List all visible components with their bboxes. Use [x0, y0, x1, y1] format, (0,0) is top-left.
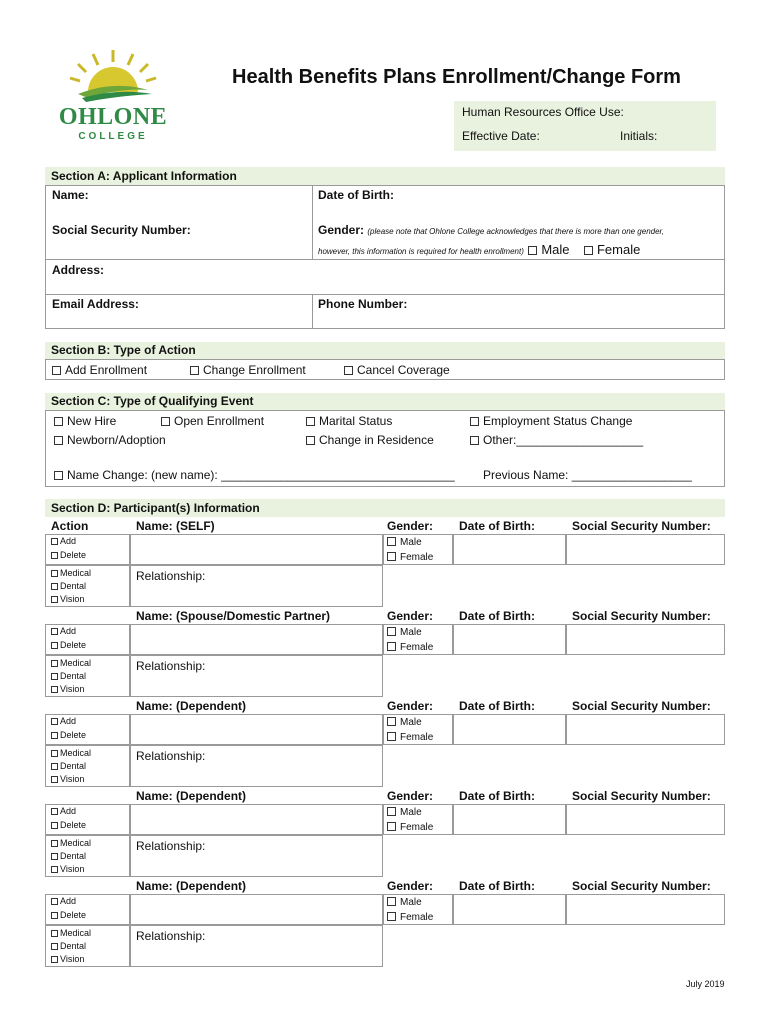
checkbox-icon[interactable]	[51, 763, 58, 770]
participant-gender-label: Gender:	[387, 519, 434, 533]
female-checkbox[interactable]: Female	[387, 641, 433, 654]
checkbox-icon[interactable]	[51, 776, 58, 783]
section-c-header: Section C: Type of Qualifying Event	[45, 393, 725, 410]
other-option[interactable]: Other:___________________	[470, 433, 643, 447]
checkbox-icon[interactable]	[51, 930, 58, 937]
participant-ssn-label: Social Security Number:	[572, 789, 711, 803]
add-checkbox[interactable]: Add	[51, 805, 76, 818]
checkbox-icon[interactable]	[54, 471, 63, 480]
checkbox-icon[interactable]	[52, 366, 61, 375]
participant-dob-label: Date of Birth:	[459, 699, 535, 713]
add-checkbox[interactable]: Add	[51, 895, 76, 908]
checkbox-icon[interactable]	[51, 596, 58, 603]
gender-label-text: Gender:	[318, 223, 365, 237]
checkbox-icon[interactable]	[387, 642, 396, 651]
sun-logo-icon	[48, 48, 178, 108]
vision-checkbox[interactable]: Vision	[51, 773, 84, 786]
cancel-coverage-option[interactable]: Cancel Coverage	[344, 363, 450, 377]
checkbox-icon[interactable]	[584, 246, 593, 255]
add-enrollment-option[interactable]: Add Enrollment	[52, 363, 147, 377]
participant-name-label: Name: (Spouse/Domestic Partner)	[136, 609, 331, 623]
participant-dob-label: Date of Birth:	[459, 789, 535, 803]
new-hire-option[interactable]: New Hire	[54, 414, 116, 428]
participant-ssn-label: Social Security Number:	[572, 879, 711, 893]
vision-checkbox[interactable]: Vision	[51, 593, 84, 606]
participant-gender-label: Gender:	[387, 879, 434, 893]
checkbox-icon[interactable]	[387, 537, 396, 546]
checkbox-icon[interactable]	[470, 436, 479, 445]
female-checkbox[interactable]: Female	[387, 911, 433, 924]
participant-dob-label: Date of Birth:	[459, 519, 535, 533]
name-change-option[interactable]: Name Change: (new name): ___________________________________	[54, 468, 455, 482]
change-enrollment-option[interactable]: Change Enrollment	[190, 363, 306, 377]
email-field[interactable]: Email Address:	[52, 297, 139, 311]
checkbox-icon[interactable]	[387, 822, 396, 831]
relationship-field[interactable]: Relationship:	[136, 659, 206, 673]
checkbox-icon[interactable]	[51, 660, 58, 667]
checkbox-icon[interactable]	[51, 570, 58, 577]
gender-note-2: however, this information is required for health enrollment)	[318, 247, 524, 256]
logo-subtitle: COLLEGE	[78, 131, 148, 142]
delete-checkbox[interactable]: Delete	[51, 729, 86, 742]
male-option: Male	[541, 242, 570, 257]
checkbox-icon[interactable]	[306, 436, 315, 445]
ssn-field[interactable]: Social Security Number:	[52, 223, 191, 237]
checkbox-icon[interactable]	[51, 732, 58, 739]
participant-block	[45, 607, 725, 697]
checkbox-icon[interactable]	[387, 732, 396, 741]
section-b-box	[45, 359, 725, 380]
checkbox-icon[interactable]	[51, 912, 58, 919]
delete-checkbox[interactable]: Delete	[51, 549, 86, 562]
dental-checkbox[interactable]: Dental	[51, 670, 86, 683]
participant-name-label: Name: (Dependent)	[136, 879, 247, 893]
delete-checkbox[interactable]: Delete	[51, 909, 86, 922]
dental-checkbox[interactable]: Dental	[51, 850, 86, 863]
checkbox-icon[interactable]	[528, 246, 537, 255]
section-c-box	[45, 410, 725, 487]
newborn-option[interactable]: Newborn/Adoption	[54, 433, 166, 447]
participant-ssn-label: Social Security Number:	[572, 609, 711, 623]
add-checkbox[interactable]: Add	[51, 715, 76, 728]
checkbox-icon[interactable]	[51, 840, 58, 847]
participant-name-label: Name: (Dependent)	[136, 789, 247, 803]
section-d-header: Section D: Participant(s) Information	[45, 499, 725, 517]
hr-initials[interactable]: Initials:	[620, 129, 658, 143]
participant-gender-label: Gender:	[387, 609, 434, 623]
female-checkbox[interactable]: Female	[387, 821, 433, 834]
address-field[interactable]: Address:	[52, 263, 105, 277]
employment-status-option[interactable]: Employment Status Change	[470, 414, 632, 428]
hr-heading: Human Resources Office Use:	[462, 105, 624, 119]
medical-checkbox[interactable]: Medical	[51, 657, 91, 670]
checkbox-icon[interactable]	[51, 552, 58, 559]
hr-effective-date[interactable]: Effective Date:	[462, 129, 540, 143]
vision-checkbox[interactable]: Vision	[51, 953, 84, 966]
checkbox-icon[interactable]	[51, 898, 58, 905]
section-a-header: Section A: Applicant Information	[45, 167, 725, 185]
checkbox-icon[interactable]	[387, 807, 396, 816]
medical-checkbox[interactable]: Medical	[51, 747, 91, 760]
participant-block	[45, 517, 725, 607]
checkbox-icon[interactable]	[387, 897, 396, 906]
medical-checkbox[interactable]: Medical	[51, 567, 91, 580]
checkbox-icon[interactable]	[54, 436, 63, 445]
checkbox-icon[interactable]	[387, 627, 396, 636]
participant-ssn-label: Social Security Number:	[572, 519, 711, 533]
open-enrollment-option[interactable]: Open Enrollment	[161, 414, 264, 428]
participant-dob-label: Date of Birth:	[459, 879, 535, 893]
female-checkbox[interactable]: Female	[387, 551, 433, 564]
name-field[interactable]: Name:	[52, 188, 89, 202]
action-column-header: Action	[51, 519, 89, 533]
checkbox-icon[interactable]	[470, 417, 479, 426]
male-checkbox[interactable]: Male	[387, 896, 422, 909]
checkbox-icon[interactable]	[51, 956, 58, 963]
participant-gender-label: Gender:	[387, 699, 434, 713]
checkbox-icon[interactable]	[51, 642, 58, 649]
footer-date: July 2019	[686, 979, 725, 989]
checkbox-icon[interactable]	[51, 686, 58, 693]
checkbox-icon[interactable]	[387, 552, 396, 561]
hr-office-box	[454, 101, 716, 151]
vision-checkbox[interactable]: Vision	[51, 863, 84, 876]
page-title: Health Benefits Plans Enrollment/Change Form	[232, 66, 681, 88]
checkbox-icon[interactable]	[344, 366, 353, 375]
participant-block	[45, 697, 725, 787]
previous-name-field[interactable]: Previous Name: __________________	[483, 468, 692, 482]
participant-name-label: Name: (SELF)	[136, 519, 215, 533]
checkbox-icon[interactable]	[387, 912, 396, 921]
checkbox-icon[interactable]	[51, 943, 58, 950]
gender-note-1: (please note that Ohlone College acknowledges that there is more than one gender,	[367, 227, 664, 236]
participant-name-label: Name: (Dependent)	[136, 699, 247, 713]
add-checkbox[interactable]: Add	[51, 535, 76, 548]
male-checkbox[interactable]: Male	[387, 626, 422, 639]
male-checkbox[interactable]: Male	[387, 536, 422, 549]
checkbox-icon[interactable]	[51, 822, 58, 829]
vision-checkbox[interactable]: Vision	[51, 683, 84, 696]
female-checkbox[interactable]: Female	[387, 731, 433, 744]
checkbox-icon[interactable]	[51, 628, 58, 635]
checkbox-icon[interactable]	[51, 538, 58, 545]
section-b-header: Section B: Type of Action	[45, 342, 725, 359]
delete-checkbox[interactable]: Delete	[51, 819, 86, 832]
checkbox-icon[interactable]	[51, 866, 58, 873]
gender-options	[318, 241, 640, 259]
gender-label	[318, 223, 664, 237]
participant-block	[45, 787, 725, 877]
dental-checkbox[interactable]: Dental	[51, 580, 86, 593]
checkbox-icon[interactable]	[51, 808, 58, 815]
relationship-field[interactable]: Relationship:	[136, 749, 206, 763]
checkbox-icon[interactable]	[387, 717, 396, 726]
checkbox-icon[interactable]	[51, 750, 58, 757]
dental-checkbox[interactable]: Dental	[51, 760, 86, 773]
phone-field[interactable]: Phone Number:	[318, 297, 408, 311]
relationship-field[interactable]: Relationship:	[136, 929, 206, 943]
checkbox-icon[interactable]	[306, 417, 315, 426]
participant-gender-label: Gender:	[387, 789, 434, 803]
male-checkbox[interactable]: Male	[387, 806, 422, 819]
residence-option[interactable]: Change in Residence	[306, 433, 434, 447]
medical-checkbox[interactable]: Medical	[51, 837, 91, 850]
dob-field[interactable]: Date of Birth:	[318, 188, 394, 202]
medical-checkbox[interactable]: Medical	[51, 927, 91, 940]
checkbox-icon[interactable]	[190, 366, 199, 375]
participant-block	[45, 877, 725, 967]
checkbox-icon[interactable]	[51, 853, 58, 860]
dental-checkbox[interactable]: Dental	[51, 940, 86, 953]
participants-table	[45, 517, 725, 966]
add-checkbox[interactable]: Add	[51, 625, 76, 638]
ohlone-logo	[48, 48, 178, 148]
relationship-field[interactable]: Relationship:	[136, 569, 206, 583]
male-checkbox[interactable]: Male	[387, 716, 422, 729]
checkbox-icon[interactable]	[51, 718, 58, 725]
section-a-box	[45, 185, 725, 329]
female-option: Female	[596, 242, 641, 257]
participant-ssn-label: Social Security Number:	[572, 699, 711, 713]
checkbox-icon[interactable]	[54, 417, 63, 426]
marital-status-option[interactable]: Marital Status	[306, 414, 392, 428]
checkbox-icon[interactable]	[161, 417, 170, 426]
logo-name: OHLONE	[58, 104, 168, 130]
relationship-field[interactable]: Relationship:	[136, 839, 206, 853]
checkbox-icon[interactable]	[51, 673, 58, 680]
checkbox-icon[interactable]	[51, 583, 58, 590]
participant-dob-label: Date of Birth:	[459, 609, 535, 623]
delete-checkbox[interactable]: Delete	[51, 639, 86, 652]
